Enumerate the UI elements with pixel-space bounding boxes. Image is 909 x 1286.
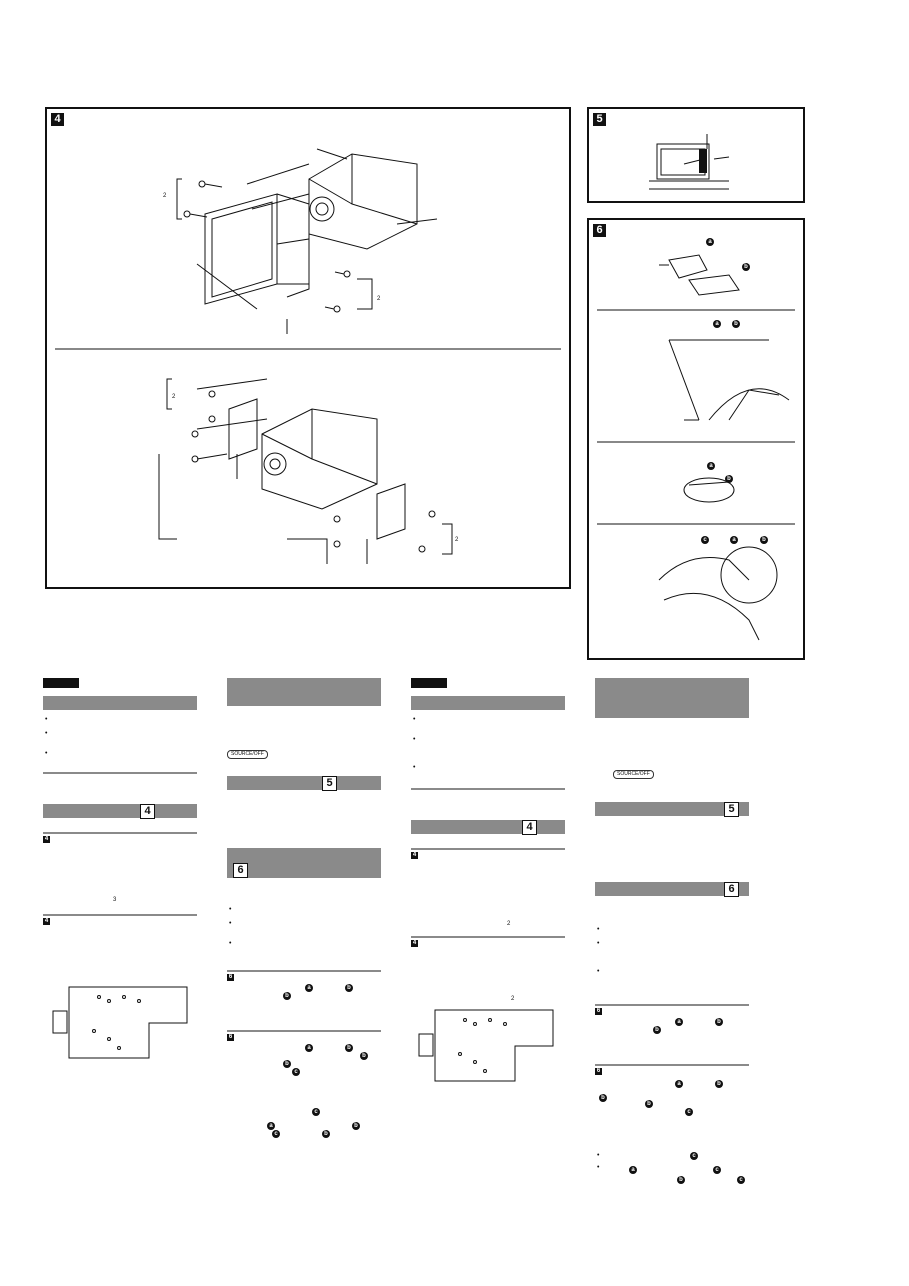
panel-6-step-a1: a [706,238,714,246]
step-b: b [677,1176,685,1184]
section-header [227,678,381,706]
step-c: c [292,1068,300,1076]
section-rule [595,1004,749,1006]
step-b: b [599,1094,607,1102]
section-header [411,696,565,710]
panel-6-step-b2: b [732,320,740,328]
panel-6-step-c1: c [701,536,709,544]
step-tag: 6 [228,1034,233,1040]
bullet: • [45,716,48,723]
bullet: • [45,750,48,757]
installation-diagram-top [47,109,569,587]
step-c: c [690,1152,698,1160]
step-c: c [713,1166,721,1174]
section-rule [43,914,197,916]
section-rule [227,970,381,972]
bullet: • [229,920,232,927]
step-a: a [629,1166,637,1174]
section-tag: 5 [322,776,337,791]
step-b: b [360,1052,368,1060]
panel-4-callout-2: 2 [377,296,381,302]
step-b: b [345,1044,353,1052]
section-header-5 [227,776,381,790]
step-c: c [737,1176,745,1184]
bullet: • [229,940,232,947]
panel-6-step-b4: b [760,536,768,544]
figure-panel-6 [587,218,805,660]
step-a: a [675,1080,683,1088]
panel-6-tag: 6 [593,224,606,237]
step-b: b [645,1100,653,1108]
bullet: • [413,764,416,771]
bullet: • [413,716,416,723]
step-tag: 6 [596,1068,601,1074]
step-b: b [352,1122,360,1130]
figure-panel-4 [45,107,571,589]
section-rule [411,788,565,790]
text-column-3 [411,678,565,1138]
step-a: a [267,1122,275,1130]
section-header-4 [411,820,565,834]
step-tag: 6 [228,974,233,980]
step-b: b [715,1080,723,1088]
panel-6-step-a4: a [730,536,738,544]
panel-6-step-b1: b [742,263,750,271]
step-b: b [345,984,353,992]
step-a: a [675,1018,683,1026]
section-tag: 5 [724,802,739,817]
section-tag: 4 [140,804,155,819]
bullet: • [597,968,600,975]
section-tag: 6 [233,863,248,878]
section-header-4 [43,804,197,818]
section-rule [227,1030,381,1032]
panel-6-step-a3: a [707,462,715,470]
step-c: c [685,1108,693,1116]
language-tab [43,678,79,688]
panel-5-tag: 5 [593,113,606,126]
microphone-diagram [589,220,803,658]
step-b: b [283,992,291,1000]
bullet: • [597,940,600,947]
step-b: b [283,1060,291,1068]
language-tab [411,678,447,688]
bullet: • [597,926,600,933]
section-rule [43,832,197,834]
unit-side-diagram [49,983,189,1065]
step-a: a [305,984,313,992]
panel-6-step-b3: b [725,475,733,483]
section-rule [595,1064,749,1066]
unit-side-diagram [415,1006,555,1088]
panel-4-callout-1: 2 [163,193,167,199]
section-tag: 4 [522,820,537,835]
panel-6-step-a2: a [713,320,721,328]
release-diagram [589,109,803,201]
section-tag: 6 [724,882,739,897]
panel-4-tag: 4 [51,113,64,126]
step-b: b [322,1130,330,1138]
bullet: • [413,736,416,743]
bullet: • [45,730,48,737]
note-number: 2 [507,921,511,927]
bullet: • [229,906,232,913]
section-rule [411,848,565,850]
step-a: a [305,1044,313,1052]
step-c: c [272,1130,280,1138]
bullet: • [597,1152,600,1159]
step-c: c [312,1108,320,1116]
text-column-2 [227,678,381,1138]
step-b: b [715,1018,723,1026]
section-header-6 [227,848,381,878]
text-column-4 [595,678,749,1188]
section-rule [411,936,565,938]
step-b: b [653,1026,661,1034]
section-header-6 [595,882,749,896]
step-tag: 4 [44,918,49,924]
step-tag: 4 [412,852,417,858]
section-rule [43,772,197,774]
step-tag: 4 [412,940,417,946]
section-header [43,696,197,710]
panel-4-callout-4: 2 [455,537,459,543]
note-number: 3 [113,897,117,903]
source-off-button: SOURCE/OFF [227,750,268,759]
figure-panel-5 [587,107,805,203]
section-header-5 [595,802,749,816]
note-number-2: 2 [511,996,515,1002]
step-tag: 6 [596,1008,601,1014]
panel-4-callout-3: 2 [172,394,176,400]
source-off-button: SOURCE/OFF [613,770,654,779]
step-tag: 4 [44,836,49,842]
text-column-1 [43,678,197,1098]
bullet: • [597,1164,600,1171]
section-header [595,678,749,718]
